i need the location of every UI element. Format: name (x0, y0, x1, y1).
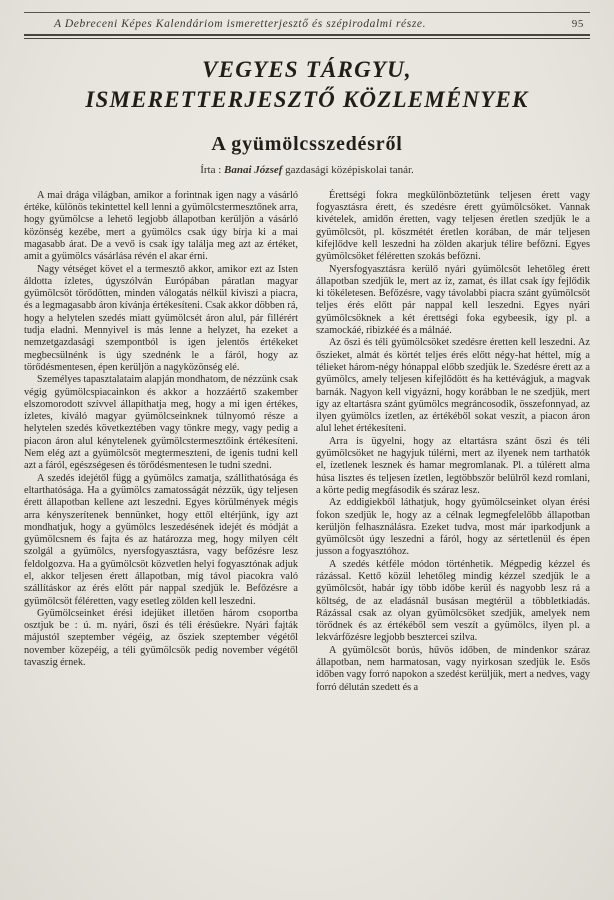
paragraph: A mai drága világban, amikor a forintnak igen nagy a vásárló értéke, különös tekintettel kell lenni a gyümölcstermesztőnek arra, hogy gyümölcse a lehető legjobb állapotban kerüljön a vásárló közönség kezébe, mert a gyümölcs csak úgy bírja ki a mai magasabb árat. De a vevő is csak így találja meg azt az értéket, amit a gyümölcs vásárlása révén el akar érni. (24, 189, 298, 263)
byline (24, 164, 590, 176)
paragraph: Arra is ügyelni, hogy az eltartásra szánt őszi és téli gyümölcsöket ne hagyjuk túlérni, mert az ilyenek nem tarthatók el, ízetlenek lesznek és hamar megromlanak. Pl. a túlérett alma húsa lisztes és teljesen ízetlen, legtöbbször belülről kezd romlani, a körte pedig megfásodik és száraz lesz. (316, 435, 590, 496)
article-title: A gyümölcsszedésről (211, 132, 403, 155)
paragraph: A szedés idejétől függ a gyümölcs zamatja, szállíthatósága és eltarthatósága. Ha a gyümölcs zamatosságát nézzük, úgy teljesen érett állapotban kellene azt leszedni. Egyes körülmények mégis arra kényszerítenek bennünket, hogy ettől eltérjünk, így azt mondhatjuk, hogy a gyümölcs leszedésének idejét és módját a gyümölcsnem és fajta és az határozza meg, hogy milyen célt szolgál a gyümölcs, nyersfogyasztásra, vagy befőzésre lesz feldolgozva. Ha a gyümölcsöt közvetlen helyi fogyasztónak adjuk el, akkor teljesen érett állapotban, míg távol piacokra való szállításkor az érés előtt pár nappal szedjük le. Befőzésre a gyümölcsöt féléretten, vagy esetleg zölden kell leszedni. (24, 472, 298, 607)
paragraph: A szedés kétféle módon történhetik. Mégpedig kézzel és rázással. Kettő közül lehetőleg mindig kézzel szedjük le a gyümölcsöt, habár így több időbe kerül és nagyobb lesz rá a költség, de az eladásnál busásan megtérül a többletkiadás. Rázással csak az olyan gyümölcsöket szedjük, amelyek nem törődnek és az értékéből sem veszít a gyümölcs, ilyen pl. a lekvárfőzésre legjobb besztercei szilva. (316, 558, 590, 644)
paragraph: Nyersfogyasztásra kerülő nyári gyümölcsöt lehetőleg érett állapotban szedjük le, mert az íz, zamat, és illat csak így fejlődik ki tökéletesen. Befőzésre, vagy távolabbi piacra szánt gyümölcsöt teljes érés előtt pár nappal kell leszedni. Egyes nyári gyümölcsöknek a két érettségi foka egybeesik, így pl. a szamockáé, ribizkéé és a málnáé. (316, 263, 590, 337)
section-title (24, 55, 590, 115)
paragraph: Az eddigiekből láthatjuk, hogy gyümölcseinket olyan érési fokon szedjük le, hogy az a célnak legmegfelelőbb állapotban kerüljön felhasználásra. Ezeket tudva, most már iparkodjunk a gyümölcsöt úgy leszedni a fáról, hogy az sértetlenül és épen jusson a fogyasztóhoz. (316, 497, 590, 558)
section-title-line1: VEGYES TÁRGYU, (202, 57, 412, 82)
running-title: A Debreceni Képes Kalendáriom ismeretterjesztő és szépirodalmi része. (54, 18, 427, 30)
paragraph: Érettségi fokra megkülönböztetünk teljesen érett vagy fogyasztásra érett, és szedésre érett gyümölcsöket. Vannak kivételek, amidőn éretten, vagy teljesen éretlen szedjük le a gyümölcsöt, pl. köszmétét éretlen korában, de már teljesen kifejlődve kell leszedni ha zölden akarjuk télire befőzni. Egyes gyümölcsöket féléretten szokás befőzni. (316, 189, 590, 263)
paragraph: Nagy vétséget követ el a termesztő akkor, amikor ezt az Isten áldotta ízletes, úgyszólván Európában páratlan magyar gyümölcsöt törődötten, minden válogatás nélkül kiviszi a piacra, és a legmagasabb áron kívánja értékesíteni. Csak akkor döbben rá, hogy a helytelen szedés miatt gyümölcsét áron alul, pár fillérért tudja eladni. Mennyivel is más lenne a helyzet, ha ezeket a nemzetgazdasági szempontból is igen jelentős értékeket megbecsülnénk is úgy szednénk le a fáról, hogy az törődésmentesen, épen kerüljön a nagyközönség elé. (24, 263, 298, 373)
paragraph: A gyümölcsöt borús, hűvös időben, de mindenkor száraz állapotban, nem harmatosan, vagy nyirkosan szedjük le. Esős időben vagy forró napokon a szedést kerüljük, mert a nedves, vagy forró délután szedett és a (316, 644, 590, 693)
paragraph: Az őszi és téli gyümölcsöket szedésre éretten kell leszedni. Az őszieket, almát és körtét teljes érés előtt négy-hat héttel, míg a télieket három-négy hónappal előbb szedjük le. Szedésre érett az a gyümölcs, amely teljesen kifejlődött és ha kettévágjuk, a magvak barnák. Nagyon kell vigyázni, hogy korábban le ne szedjük, mert így az eltartásra szánt gyümölcs megráncosodik, összefonnyad, az ilyen gyümölcs ízetlen, az értékéből sokat veszít, a piacon áron alul lehet értékesíteni. (316, 337, 590, 435)
section-title-line2: ISMERETTERJESZTŐ KÖZLEMÉNYEK (85, 86, 529, 112)
byline-label: Írta : (200, 163, 222, 176)
running-header (24, 12, 590, 34)
article-body (24, 190, 590, 694)
header-rule (24, 34, 590, 39)
byline-author: Banai József (224, 163, 283, 176)
left-column (24, 190, 298, 694)
paragraph: Gyümölcseinket érési idejüket illetően három csoportba osztjuk be : ú. m. nyári, őszi és téli érésűekre. Nyári fajták májustól szeptember végéig, az ősziek szeptember végétől november közepéig, a téli gyümölcsök pedig november végétől tavaszig érnek. (24, 607, 298, 669)
right-column (316, 190, 590, 694)
page-number: 95 (571, 18, 584, 30)
paragraph: Személyes tapasztalataim alapján mondhatom, de nézzünk csak végig gyümölcspiacainkon és akkor a hozzáértő szakember elszomorodott szívvel állapíthatja meg, hogy a mi igen értékes, ízletes, kiváló magyar gyümölcseinknek túlnyomó része a helytelen szedés következtében vagy tönkre megy, vagy pedig a piacon áron alul kénytelenek gyümölcstermesztőink értékesíteni. Nem elég azt a gyümölcsöt megtermeszteni, de igenis tudni kell azt a fáról, egészségesen és törődésmentesen le tudni szedni. (24, 374, 298, 472)
byline-suffix: gazdasági középiskolai tanár. (285, 163, 414, 176)
